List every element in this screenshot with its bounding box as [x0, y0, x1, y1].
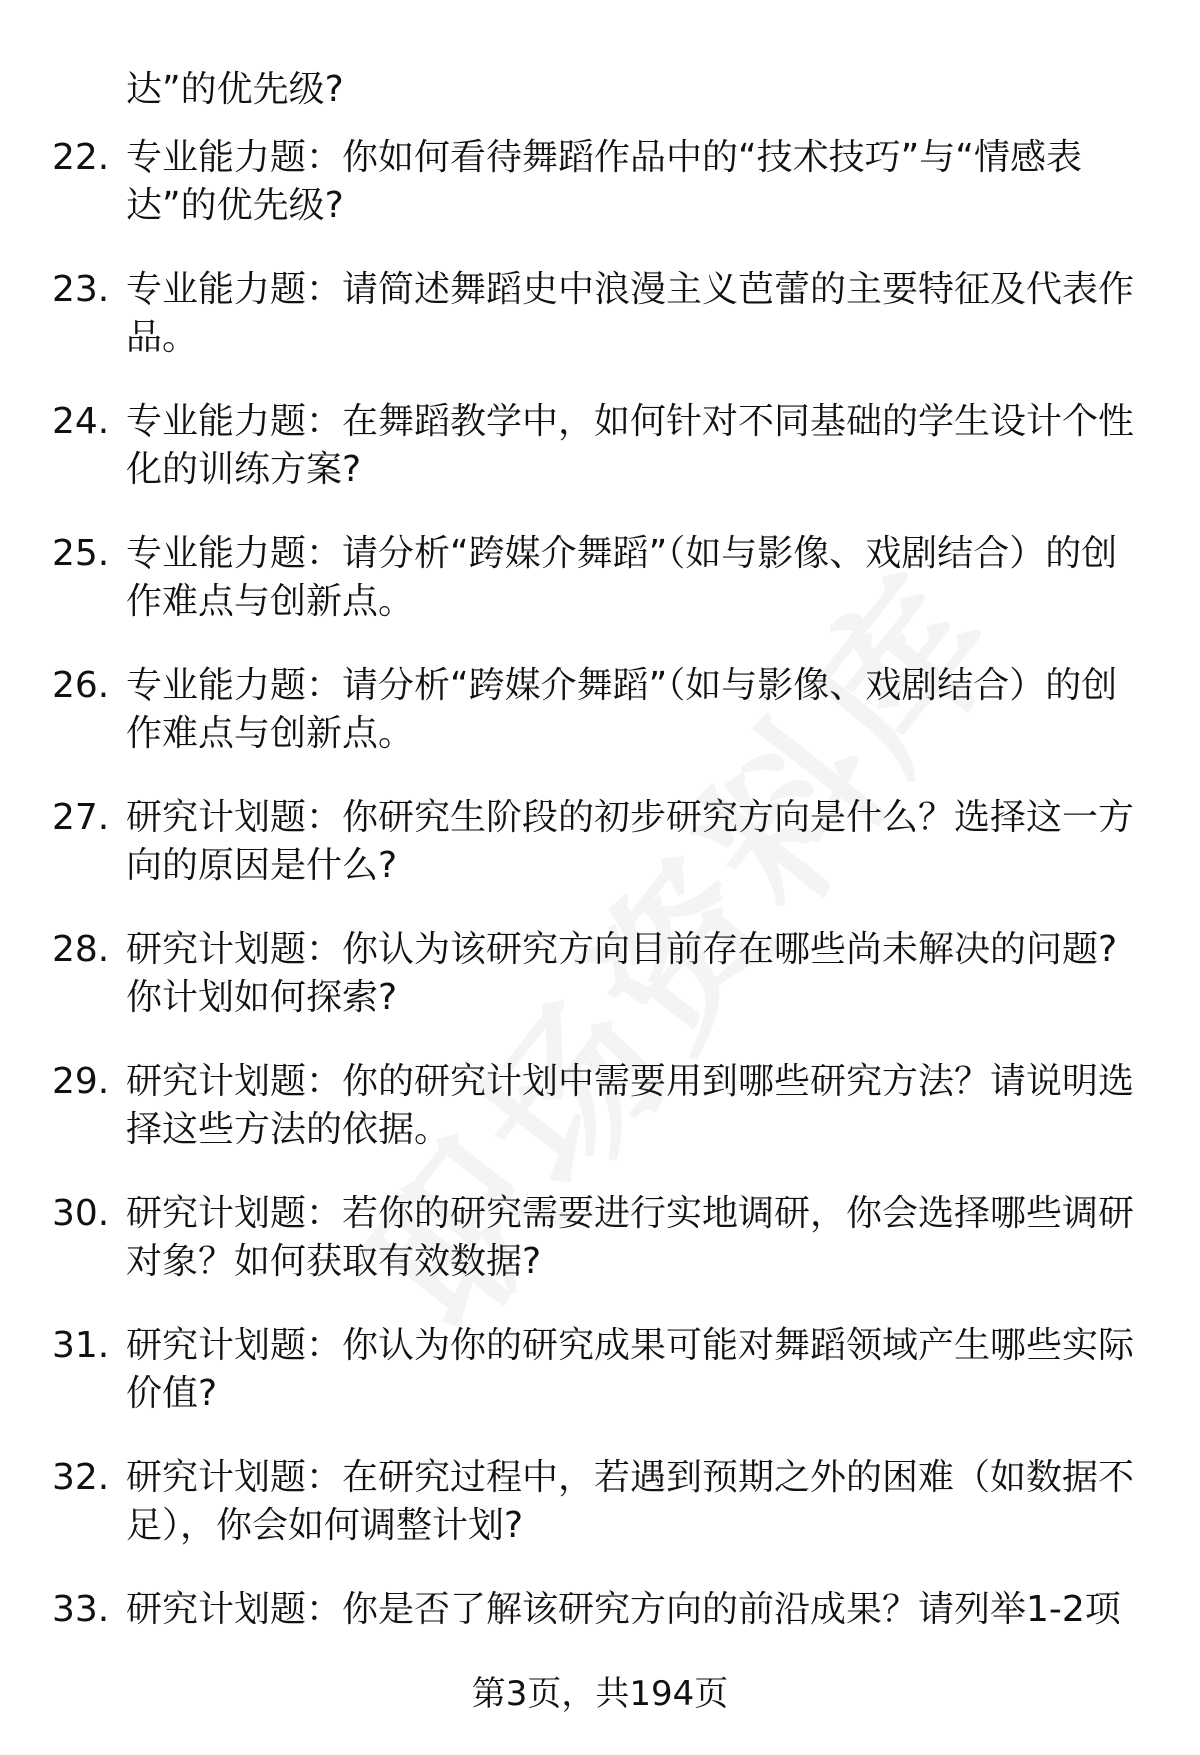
- question-text: 研究计划题：你是否了解该研究方向的前沿成果？请列举1-2项: [126, 1589, 1121, 1630]
- question-list: [0, 134, 1200, 1718]
- question-number: 22.: [52, 137, 110, 178]
- question-item: [0, 530, 1200, 662]
- question-item: [0, 398, 1200, 530]
- question-item: [0, 794, 1200, 926]
- question-text: 研究计划题：你认为该研究方向目前存在哪些尚未解决的问题?你计划如何探索?: [126, 929, 1118, 1018]
- previous-question-continuation: 达”的优先级?: [126, 69, 344, 110]
- question-text: 专业能力题：请分析“跨媒介舞蹈”（如与影像、戏剧结合）的创作难点与创新点。: [126, 665, 1118, 754]
- question-item: [0, 266, 1200, 398]
- question-text: 专业能力题：在舞蹈教学中，如何针对不同基础的学生设计个性化的训练方案?: [126, 401, 1135, 490]
- question-text: 研究计划题：若你的研究需要进行实地调研，你会选择哪些调研对象？如何获取有效数据?: [126, 1193, 1135, 1282]
- question-text: 研究计划题：在研究过程中，若遇到预期之外的困难（如数据不足），你会如何调整计划?: [126, 1457, 1135, 1546]
- question-item: [0, 662, 1200, 794]
- question-text: 专业能力题：请分析“跨媒介舞蹈”（如与影像、戏剧结合）的创作难点与创新点。: [126, 533, 1118, 622]
- question-item: [0, 1190, 1200, 1322]
- question-text: 专业能力题：请简述舞蹈史中浪漫主义芭蕾的主要特征及代表作品。: [126, 269, 1135, 358]
- question-number: 24.: [52, 401, 110, 442]
- question-number: 25.: [52, 533, 110, 574]
- question-number: 28.: [52, 929, 110, 970]
- question-number: 33.: [52, 1589, 110, 1630]
- question-number: 29.: [52, 1061, 110, 1102]
- page-footer: 第3页，共194页: [471, 1674, 729, 1714]
- question-number: 27.: [52, 797, 110, 838]
- question-item: [0, 134, 1200, 266]
- question-text: 研究计划题：你的研究计划中需要用到哪些研究方法？请说明选择这些方法的依据。: [126, 1061, 1135, 1150]
- question-number: 30.: [52, 1193, 110, 1234]
- question-text: 研究计划题：你认为你的研究成果可能对舞蹈领域产生哪些实际价值?: [126, 1325, 1135, 1414]
- question-item: [0, 926, 1200, 1058]
- question-text: 专业能力题：你如何看待舞蹈作品中的“技术技巧”与“情感表达”的优先级?: [126, 137, 1082, 226]
- question-item: [0, 1322, 1200, 1454]
- question-item: [0, 1058, 1200, 1190]
- question-number: 31.: [52, 1325, 110, 1366]
- question-number: 23.: [52, 269, 110, 310]
- question-text: 研究计划题：你研究生阶段的初步研究方向是什么？选择这一方向的原因是什么?: [126, 797, 1135, 886]
- question-number: 26.: [52, 665, 110, 706]
- question-item: [0, 1454, 1200, 1586]
- question-number: 32.: [52, 1457, 110, 1498]
